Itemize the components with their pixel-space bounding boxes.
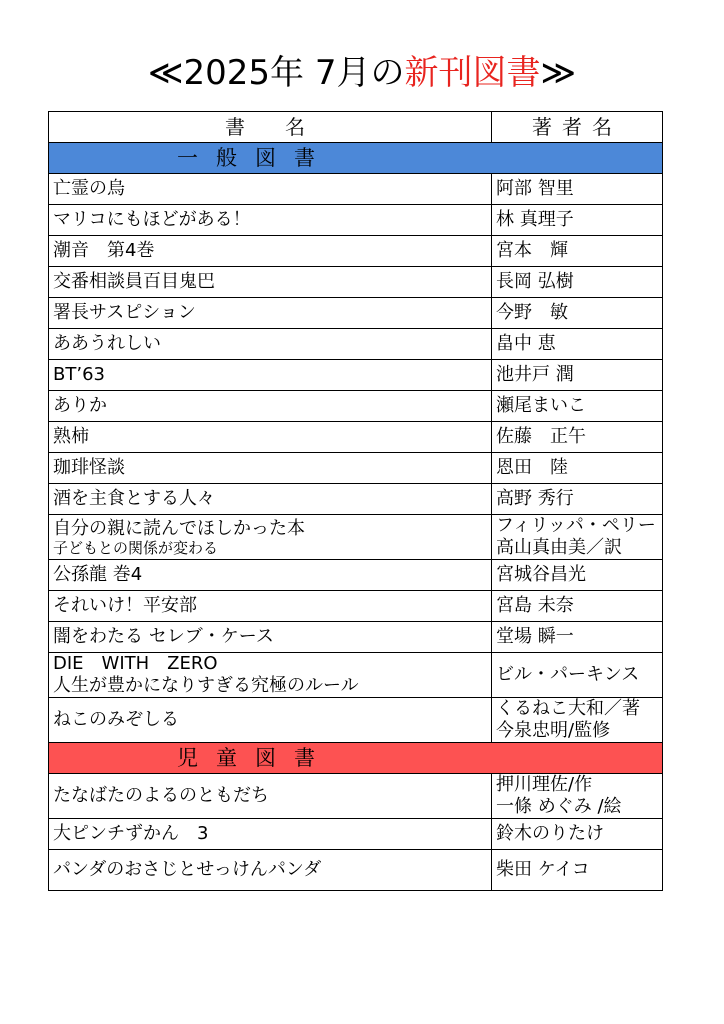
book-author: 宮本 輝: [492, 236, 663, 267]
book-title: パンダのおさじとせっけんパンダ: [49, 850, 492, 891]
book-author: 高野 秀行: [492, 484, 663, 515]
book-title: 酒を主食とする人々: [49, 484, 492, 515]
table-row: [49, 422, 663, 453]
table-row: [49, 391, 663, 422]
book-title: DIE WITH ZERO: [53, 653, 218, 674]
title-prefix: ≪2025年 7月の: [147, 53, 405, 93]
section-label-children: 児童図書: [49, 743, 663, 774]
book-title: ありか: [49, 391, 492, 422]
book-author: 瀬尾まいこ: [492, 391, 663, 422]
table-row: [49, 484, 663, 515]
table-row: [49, 360, 663, 391]
table-row: [49, 698, 663, 743]
book-author: 林 真理子: [492, 205, 663, 236]
book-author: 長岡 弘樹: [492, 267, 663, 298]
book-author: 佐藤 正午: [492, 422, 663, 453]
table-row: [49, 819, 663, 850]
book-author: 堂場 瞬一: [492, 622, 663, 653]
book-author: 宮島 未奈: [492, 591, 663, 622]
section-general: [49, 143, 663, 174]
book-title: 潮音 第4巻: [49, 236, 492, 267]
table-row: [49, 329, 663, 360]
book-author: 阿部 智里: [492, 174, 663, 205]
table-row: [49, 453, 663, 484]
header-title: 書 名: [49, 112, 492, 143]
book-title: BT’63: [49, 360, 492, 391]
book-title: 闇をわたる セレブ・ケース: [49, 622, 492, 653]
book-author: フィリッパ・ペリー: [496, 515, 656, 536]
table-row: [49, 205, 663, 236]
book-title: 珈琲怪談: [49, 453, 492, 484]
table-row: [49, 236, 663, 267]
book-author: ビル・パーキンス: [492, 653, 663, 698]
book-illustrator: 一條 めぐみ /絵: [496, 796, 622, 817]
book-title: それいけ！平安部: [49, 591, 492, 622]
book-author: 宮城谷昌光: [492, 560, 663, 591]
table-row: [49, 774, 663, 819]
book-title: マリコにもほどがある！: [49, 205, 492, 236]
book-title-cell: [49, 653, 492, 698]
book-title: ねこのみぞしる: [49, 698, 492, 743]
book-title-cell: [49, 515, 492, 560]
book-title: 署長サスピション: [49, 298, 492, 329]
table-row: [49, 850, 663, 891]
book-author-cell: [492, 774, 663, 819]
book-supervisor: 今泉忠明/監修: [496, 720, 611, 741]
book-title: 交番相談員百目鬼巴: [49, 267, 492, 298]
book-author-cell: [492, 698, 663, 743]
book-translator: 高山真由美／訳: [496, 537, 622, 558]
table-row: [49, 622, 663, 653]
book-author: 今野 敏: [492, 298, 663, 329]
book-title: 自分の親に読んでほしかった本: [53, 517, 305, 539]
table-row: [49, 560, 663, 591]
table-row: [49, 653, 663, 698]
book-title: 熟柿: [49, 422, 492, 453]
book-table: [48, 111, 663, 891]
book-author: 恩田 陸: [492, 453, 663, 484]
table-row: [49, 267, 663, 298]
book-title: 公孫龍 巻4: [49, 560, 492, 591]
book-author: くるねこ大和／著: [496, 698, 640, 719]
book-title: 大ピンチずかん 3: [49, 819, 492, 850]
title-suffix: ≫: [540, 53, 577, 93]
book-author: 池井戸 潤: [492, 360, 663, 391]
book-title: たなばたのよるのともだち: [49, 774, 492, 819]
table-row: [49, 591, 663, 622]
title-highlight: 新刊図書: [404, 53, 541, 93]
book-title: 亡霊の烏: [49, 174, 492, 205]
section-label-general: 一般図書: [49, 143, 663, 174]
book-author: 畠中 恵: [492, 329, 663, 360]
book-author: 鈴木のりたけ: [492, 819, 663, 850]
table-header-row: [49, 112, 663, 143]
book-title: ああうれしい: [49, 329, 492, 360]
book-author-cell: [492, 515, 663, 560]
page-title: [0, 50, 724, 96]
book-author: 押川理佐/作: [496, 774, 593, 795]
table-row: [49, 515, 663, 560]
header-author: 著者名: [492, 112, 663, 143]
table-row: [49, 298, 663, 329]
book-author: 柴田 ケイコ: [492, 850, 663, 891]
book-subtitle: 人生が豊かになりすぎる究極のルール: [53, 675, 359, 696]
table-row: [49, 174, 663, 205]
section-children: [49, 743, 663, 774]
book-subtitle: 子どもとの関係が変わる: [53, 538, 219, 557]
